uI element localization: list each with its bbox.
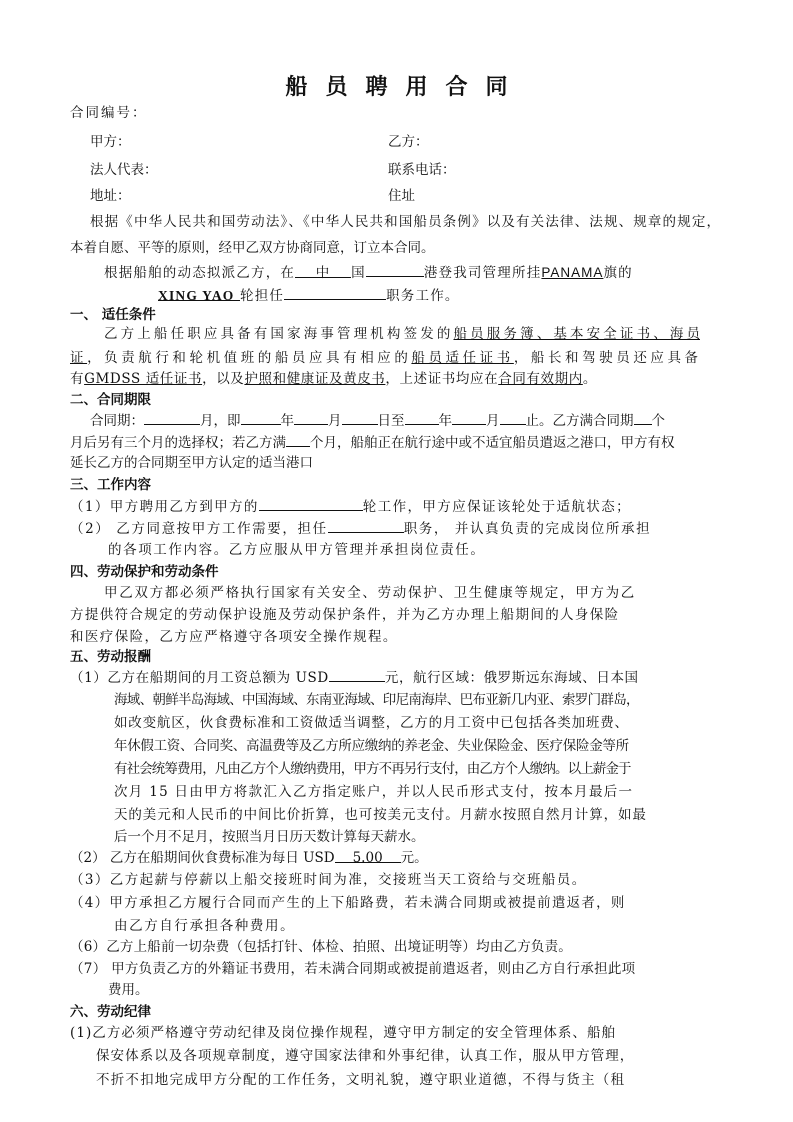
phone-label: 联系电话： [388, 162, 456, 178]
section-5-line: 由乙方自行承担各种费用。 [114, 918, 296, 934]
assignment-text: 国 [351, 265, 366, 281]
section-heading: 三、工作内容 [70, 477, 151, 493]
section-heading: 一、 适任条件 [70, 307, 156, 323]
address-label: 地址： [90, 188, 131, 204]
section-6-line: 不折不扣地完成甲方分配的工作任务，文明礼貌，遵守职业道德，不得与货主（租 [96, 1072, 626, 1088]
section-4-line: 甲乙双方都必须严格执行国家有关安全、劳动保护、卫生健康等规定，甲方为乙 [104, 585, 636, 601]
section-3-item: （1）甲方聘用乙方到甲方的 轮工作，甲方应保证该轮处于适航状态； [70, 496, 631, 517]
section-6-line: (1)乙方必须严格遵守劳动纪律及岗位操作规程，遵守甲方制定的安全管理体系、船舶 [70, 1025, 617, 1041]
section-heading: 四、劳动保护和劳动条件 [70, 564, 219, 580]
section-5-item: （2） 乙方在船期间伙食费标准为每日 USD 5.00 元。 [70, 850, 428, 866]
section-5-item: （7） 甲方负责乙方的外籍证书费用，若未满合同期或被提前遣返者，则由乙方自行承担此项 [70, 961, 636, 977]
port-country-blank: 中 [295, 263, 351, 278]
position-blank [284, 285, 386, 300]
section-2-line: 延长乙方的合同期至甲方认定的适当港口 [70, 455, 313, 471]
food-rate-value: 5.00 [335, 848, 401, 863]
port-blank [366, 262, 424, 277]
document-title: 船员聘用合同 [285, 75, 526, 100]
assignment-text: 旗的 [603, 265, 633, 281]
section-5-line: 费用。 [108, 982, 149, 998]
assignment-line [104, 262, 633, 283]
section-heading: 六、劳动纪律 [70, 1004, 151, 1020]
section-5-line: 次月 15 日由甲方将款汇入乙方指定账户，并以人民币形式支付，按本月最后一 [114, 784, 634, 800]
section-5-item: （1）乙方在船期间的月工资总额为 USD 元，航行区域：俄罗斯远东海域、日本国 [70, 667, 639, 688]
section-1-line: 乙方上船任职应具备有国家海事管理机构签发的船员服务簿、基本安全证书、海员 [104, 326, 700, 342]
section-3-item: （2） 乙方同意按甲方工作需要，担任 职务， 并认真负责的完成岗位所承担 [70, 518, 651, 539]
section-4-line: 和医疗保险，乙方应严格遵守各项安全操作规程。 [70, 629, 398, 645]
section-heading: 五、劳动报酬 [70, 649, 151, 665]
section-5-item: （3）乙方起薪与停薪以上船交接班时间为准，交接班当天工资给与交班船员。 [70, 872, 587, 888]
section-5-line: 如改变航区，伙食费标准和工资做适当调整，乙方的月工资中已包括各类加班费、 [114, 715, 629, 731]
residence-label: 住址 [388, 188, 415, 204]
section-6-line: 保安体系以及各项规章制度，遵守国家法律和外事纪律，认真工作，服从甲方管理， [96, 1048, 635, 1064]
section-5-item: （4）甲方承担乙方履行合同而产生的上下船路费，若未满合同期或被提前遣返者，则 [70, 895, 626, 911]
section-5-item: （6）乙方上船前一切杂费（包括打针、体检、拍照、出境证明等）均由乙方负责。 [70, 939, 572, 955]
assignment-line-2 [158, 285, 460, 306]
assignment-text: 根据船舶的动态拟派乙方，在 [104, 265, 296, 281]
intro-paragraph-line: 本着自愿、平等的原则，经甲乙双方协商同意，订立本合同。 [70, 240, 435, 256]
section-5-line: 海域、朝鲜半岛海域、中国海域、东南亚海域、印尼南海岸、巴布亚新几内亚、索罗门群岛， [114, 692, 639, 708]
section-5-line: 后一个月不足月，按照当月日历天数计算每天薪水。 [114, 829, 425, 845]
assignment-text: 轮担任 [240, 288, 285, 304]
section-heading: 二、合同期限 [70, 392, 151, 408]
legal-representative-label: 法人代表： [90, 162, 158, 178]
contract-number-label: 合同编号： [70, 105, 148, 121]
section-4-line: 方提供符合规定的劳动保护设施及劳动保护条件，并为乙方办理上船期间的人身保险 [70, 607, 620, 623]
section-1-line: 证，负责航行和轮机值班的船员应具有相应的船员适任证书，船长和驾驶员还应具备 [70, 350, 699, 366]
section-5-line: 年休假工资、合同奖、高温费等及乙方所应缴纳的养老金、失业保险金、医疗保险金等所 [114, 738, 629, 754]
section-5-line: 有社会统筹费用，凡由乙方个人缴纳费用，甲方不再另行支付，由乙方个人缴纳。以上薪金于 [114, 761, 631, 777]
flag-state: PANAMA [541, 265, 604, 280]
section-1-line: 有GMDSS 适任证书，以及护照和健康证及黄皮书，上述证书均应在合同有效期内。 [70, 371, 597, 387]
ship-name: XING YAO [158, 286, 240, 301]
assignment-text: 职务工作。 [386, 288, 460, 304]
party-a-label: 甲方： [90, 134, 131, 150]
section-2-line: 月后另有三个月的选择权；若乙方满 个月，船舶正在航行途中或不适宜船员遣返之港口，甲方有权 [70, 432, 675, 453]
party-b-label: 乙方： [388, 134, 429, 150]
section-5-line: 天的美元和人民币的中间比价折算，也可按美元支付。月薪水按照自然月计算，如最 [114, 807, 647, 823]
section-3-item: 的各项工作内容。乙方应服从甲方管理并承担岗位责任。 [108, 542, 486, 558]
assignment-text: 港登我司管理所挂 [423, 265, 542, 281]
section-2-line: 合同期： 月，即 年 月 日至 年 月 止。乙方满合同期 个 [90, 410, 665, 431]
intro-paragraph-line: 根据《中华人民共和国劳动法》、《中华人民共和国船员条例》以及有关法律、法规、规章的规定， [90, 214, 720, 230]
